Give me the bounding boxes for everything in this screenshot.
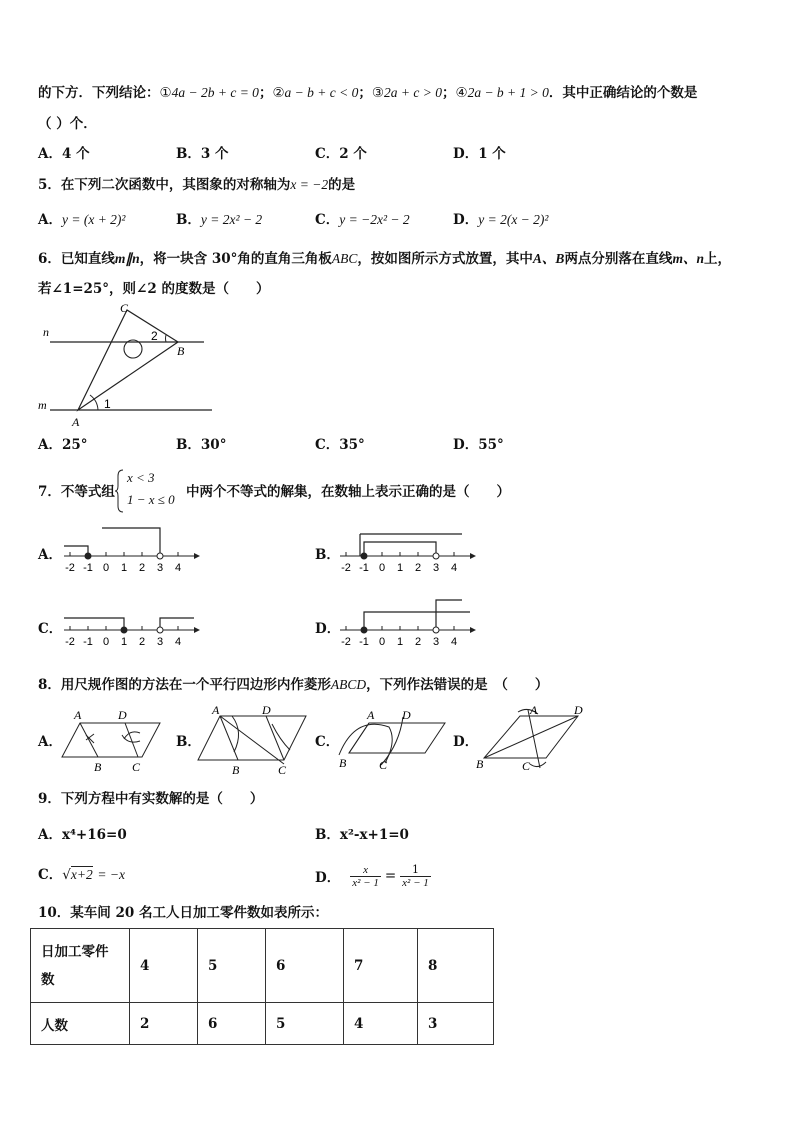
q8-option-d-letter[interactable]: D． [453, 734, 479, 750]
tick-label: 0 [378, 562, 386, 574]
q5-stem-math: x = −2 [290, 177, 329, 192]
q8a-arc2 [122, 732, 140, 742]
q10-cell: 8 [418, 929, 494, 1003]
q9-d-den1: x² − 1 [352, 876, 379, 889]
q8b-seg-dc [266, 716, 284, 760]
q10-cell: 7 [344, 929, 418, 1003]
q8-stem-math: ABCD [330, 677, 367, 692]
tick-label: 3 [432, 562, 440, 574]
q8a-label-a: A [74, 708, 82, 722]
q7-system [115, 468, 185, 514]
q6-option-c[interactable]: C．35° [315, 437, 365, 453]
q6-option-b[interactable]: B．30° [176, 437, 227, 453]
q7-numberline-a[interactable] [60, 520, 200, 580]
q4-sep3: ； [441, 85, 456, 101]
q10-cell: 6 [198, 1003, 266, 1045]
q10-cell: 2 [130, 1003, 198, 1045]
q7-stem-a: 7．不等式组 [38, 484, 115, 500]
closed-dot [85, 553, 91, 559]
tick-label: -1 [83, 636, 93, 648]
table-row [31, 929, 494, 1003]
q8b-label-a: A [212, 703, 220, 717]
tick-label: 0 [378, 636, 386, 648]
q7-ineq1: x < 3 [127, 470, 155, 485]
q5-c-letter: C． [315, 212, 340, 228]
q8-option-c-letter[interactable]: C． [315, 734, 340, 750]
q5-option-c[interactable] [315, 211, 410, 229]
axis-arrow [194, 553, 200, 559]
tick-label: -1 [359, 562, 369, 574]
q9-d-den2: x² − 1 [402, 877, 429, 889]
q8-stem-a: 8．用尺规作图的方法在一个平行四边形内作菱形 [38, 677, 331, 693]
q8c-parallelogram [349, 723, 445, 753]
open-dot [157, 553, 163, 559]
q4-option-d[interactable]: D．1 个 [453, 146, 506, 162]
q8c-label-a: A [367, 708, 375, 722]
q4-suffix: ．其中正确结论的个数是 [548, 85, 698, 101]
q10-cell: 4 [130, 929, 198, 1003]
q9-c-radicand: x+2 [70, 867, 93, 882]
q7-numberline-c[interactable] [60, 594, 200, 654]
q8d-label-a: A [530, 703, 538, 717]
open-dot [157, 627, 163, 633]
q4-c2-expr: a − b + c < 0 [284, 85, 359, 100]
q8d-label-c: C [522, 759, 531, 773]
q9-stem: 9．下列方程中有实数解的是（ ） [38, 791, 264, 807]
q5-option-a[interactable] [38, 211, 125, 229]
q6-label-angle2: 2 [151, 329, 158, 343]
tick-label: -2 [65, 562, 75, 574]
q5-stem [38, 176, 355, 194]
q4-c1-mark: ① [159, 85, 172, 101]
q7-brace [115, 468, 125, 514]
tick-label: 4 [450, 562, 458, 574]
tick-label: 2 [138, 562, 146, 574]
q10-cell: 4 [344, 1003, 418, 1045]
q6-label-n: n [43, 325, 49, 339]
open-dot [433, 627, 439, 633]
q8-figure-b[interactable] [196, 702, 316, 778]
q9-option-c[interactable] [38, 866, 125, 884]
q9-option-b[interactable]: B．x²-x+1=0 [315, 827, 409, 843]
q8d-label-b: B [476, 757, 484, 771]
q7-option-b-letter[interactable]: B． [315, 547, 340, 563]
q10-header-parts-l2: 数 [41, 971, 55, 988]
tick-label: 0 [102, 636, 110, 648]
q6-l1-d: 两点分别落在直线 [564, 251, 673, 267]
tick-label: 1 [396, 562, 404, 574]
tick-label: 2 [414, 562, 422, 574]
tick-label: 3 [432, 636, 440, 648]
q8b-label-d: D [262, 703, 271, 717]
q8c-label-c: C [379, 758, 388, 772]
q5-b-letter: B． [176, 212, 201, 228]
tick-label: 3 [156, 562, 164, 574]
q9-d-num2: 1 [411, 863, 419, 876]
tick-label: -1 [359, 636, 369, 648]
q8c-seg-ab [349, 723, 369, 753]
closed-dot [361, 553, 367, 559]
q4-c4-mark: ④ [455, 85, 468, 101]
q8b-label-c: C [278, 763, 287, 777]
q8c-label-d: D [402, 708, 411, 722]
solution-ray [102, 528, 160, 556]
q6-option-d[interactable]: D．55° [453, 437, 504, 453]
q8a-label-b: B [94, 760, 102, 774]
q9-d-frac2 [400, 863, 431, 889]
q4-line2: （ ）个． [38, 116, 97, 132]
q6-line1 [38, 250, 731, 268]
open-dot [433, 553, 439, 559]
q4-sep1: ； [258, 85, 273, 101]
q4-option-b[interactable]: B．3 个 [176, 146, 229, 162]
q7-numberline-b[interactable] [336, 520, 476, 580]
q6-l1-c: ，按如图所示方式放置，其中 [357, 251, 533, 267]
tick-label: 3 [156, 636, 164, 648]
q5-b-expr: y = 2x² − 2 [200, 212, 263, 227]
q6-label-b: B [177, 344, 185, 358]
q5-option-d[interactable] [453, 211, 548, 229]
q4-c3-mark: ③ [371, 85, 384, 101]
axis-arrow [194, 627, 200, 633]
q6-triangle-hole [124, 340, 142, 358]
tick-label: 2 [414, 636, 422, 648]
q9-option-d[interactable] [315, 858, 431, 894]
q5-c-expr: y = −2x² − 2 [339, 212, 410, 227]
q4-c3-expr: 2a + c > 0 [383, 85, 442, 100]
tick-label: 4 [174, 636, 182, 648]
q5-a-expr: y = (x + 2)² [61, 212, 126, 227]
q5-d-expr: y = 2(x − 2)² [478, 212, 549, 227]
q10-header-parts [31, 929, 130, 1003]
q10-stem: 10．某车间 20 名工人日加工零件数如表所示： [38, 905, 328, 921]
q6-figure [30, 300, 220, 430]
q6-l1-mn2: m、n [672, 251, 704, 266]
q10-cell: 6 [266, 929, 344, 1003]
tick-label: -2 [341, 562, 351, 574]
q9-option-a[interactable]: A．x⁴+16=0 [38, 827, 127, 843]
q4-prefix: 的下方．下列结论： [38, 85, 160, 101]
q7-stem-b: 中两个不等式的解集，在数轴上表示正确的是（ ） [186, 484, 510, 500]
q6-label-a: A [72, 415, 80, 429]
q6-line2: 若∠1=25°，则∠2 的度数是（ ） [38, 281, 270, 297]
solution-ray [64, 618, 124, 630]
q9-d-frac1 [350, 864, 381, 889]
q5-stem-a: 5．在下列二次函数中，其图象的对称轴为 [38, 177, 291, 193]
q6-l1-mn: m∥n [114, 251, 140, 266]
q8a-parallelogram [62, 723, 160, 757]
q4-option-a[interactable]: A．4 个 [38, 146, 90, 162]
q4-c4-expr: 2a − b + 1 > 0 [467, 85, 549, 100]
q6-option-a[interactable]: A．25° [38, 437, 88, 453]
q6-l1-a: 6．已知直线 [38, 251, 115, 267]
q8-figure-c[interactable] [335, 705, 450, 775]
solution-ray [64, 546, 88, 556]
q6-triangle [78, 310, 178, 410]
solution-ray [160, 618, 194, 630]
q6-label-c: C [120, 301, 129, 315]
q9-c-letter: C． [38, 867, 63, 883]
axis-arrow [470, 627, 476, 633]
tick-label: 1 [120, 636, 128, 648]
q8d-label-d: D [574, 703, 583, 717]
q8-option-a-letter[interactable]: A． [38, 734, 62, 750]
q7-option-d-letter[interactable]: D． [315, 621, 341, 637]
q7-option-c-letter[interactable]: C． [38, 621, 63, 637]
closed-dot [361, 627, 367, 633]
tick-label: 1 [396, 636, 404, 648]
tick-label: 1 [120, 562, 128, 574]
q10-cell: 5 [266, 1003, 344, 1045]
table-row [31, 1003, 494, 1045]
q6-label-m: m [38, 398, 47, 412]
q5-option-b[interactable] [176, 211, 262, 229]
q6-label-angle1: 1 [104, 397, 111, 411]
q8-stem [38, 676, 548, 694]
tick-label: -2 [65, 636, 75, 648]
q8a-label-c: C [132, 760, 141, 774]
q6-l1-abc: ABC [331, 251, 358, 266]
q4-c2-mark: ② [272, 85, 285, 101]
q8b-label-b: B [232, 763, 240, 777]
q7-numberline-d[interactable] [336, 594, 476, 654]
q6-l1-ab: A、B [532, 251, 565, 266]
q4-c1-expr: 4a − 2b + c = 0 [171, 85, 259, 100]
tick-label: 4 [174, 562, 182, 574]
q8-stem-b: ，下列作法错误的是 （ ） [366, 677, 549, 693]
q6-l1-e: 上， [703, 251, 731, 267]
q10-cell: 3 [418, 1003, 494, 1045]
tick-label: -1 [83, 562, 93, 574]
q10-header-parts-l1: 日加工零件 [41, 943, 109, 960]
tick-label: -2 [341, 636, 351, 648]
q10-header-people: 人数 [31, 1003, 130, 1045]
axis-arrow [470, 553, 476, 559]
q10-table [30, 928, 494, 1045]
q8c-label-b: B [339, 756, 347, 770]
q5-stem-b: 的是 [328, 177, 356, 193]
q9-d-eq: = [384, 868, 397, 884]
q9-d-num1: x [363, 863, 368, 876]
tick-label: 0 [102, 562, 110, 574]
solution-ray [436, 600, 462, 630]
q9-c-rhs: = −x [97, 867, 126, 882]
q4-line1 [38, 84, 697, 102]
q4-sep2: ； [358, 85, 372, 101]
q9-d-letter: D． [315, 870, 341, 886]
q4-option-c[interactable]: C．2 个 [315, 146, 367, 162]
q5-a-letter: A． [38, 212, 62, 228]
q10-cell: 5 [198, 929, 266, 1003]
q8-option-b-letter[interactable]: B． [176, 734, 201, 750]
tick-label: 2 [138, 636, 146, 648]
closed-dot [121, 627, 127, 633]
q7-option-a-letter[interactable]: A． [38, 547, 62, 563]
q8-figure-d[interactable] [472, 702, 592, 778]
q5-d-letter: D． [453, 212, 479, 228]
q7-ineq2: 1 − x ≤ 0 [127, 492, 175, 507]
q6-l1-b: ，将一块含 30°角的直角三角板 [139, 251, 332, 267]
tick-label: 4 [450, 636, 458, 648]
q8a-label-d: D [118, 708, 127, 722]
q9-c-sqrt-sign: √ [62, 867, 71, 883]
q8a-seg-ab [80, 723, 98, 757]
q8-figure-a[interactable] [60, 705, 170, 775]
q8d-arc2 [530, 762, 546, 767]
q8b-parallelogram [198, 716, 306, 760]
